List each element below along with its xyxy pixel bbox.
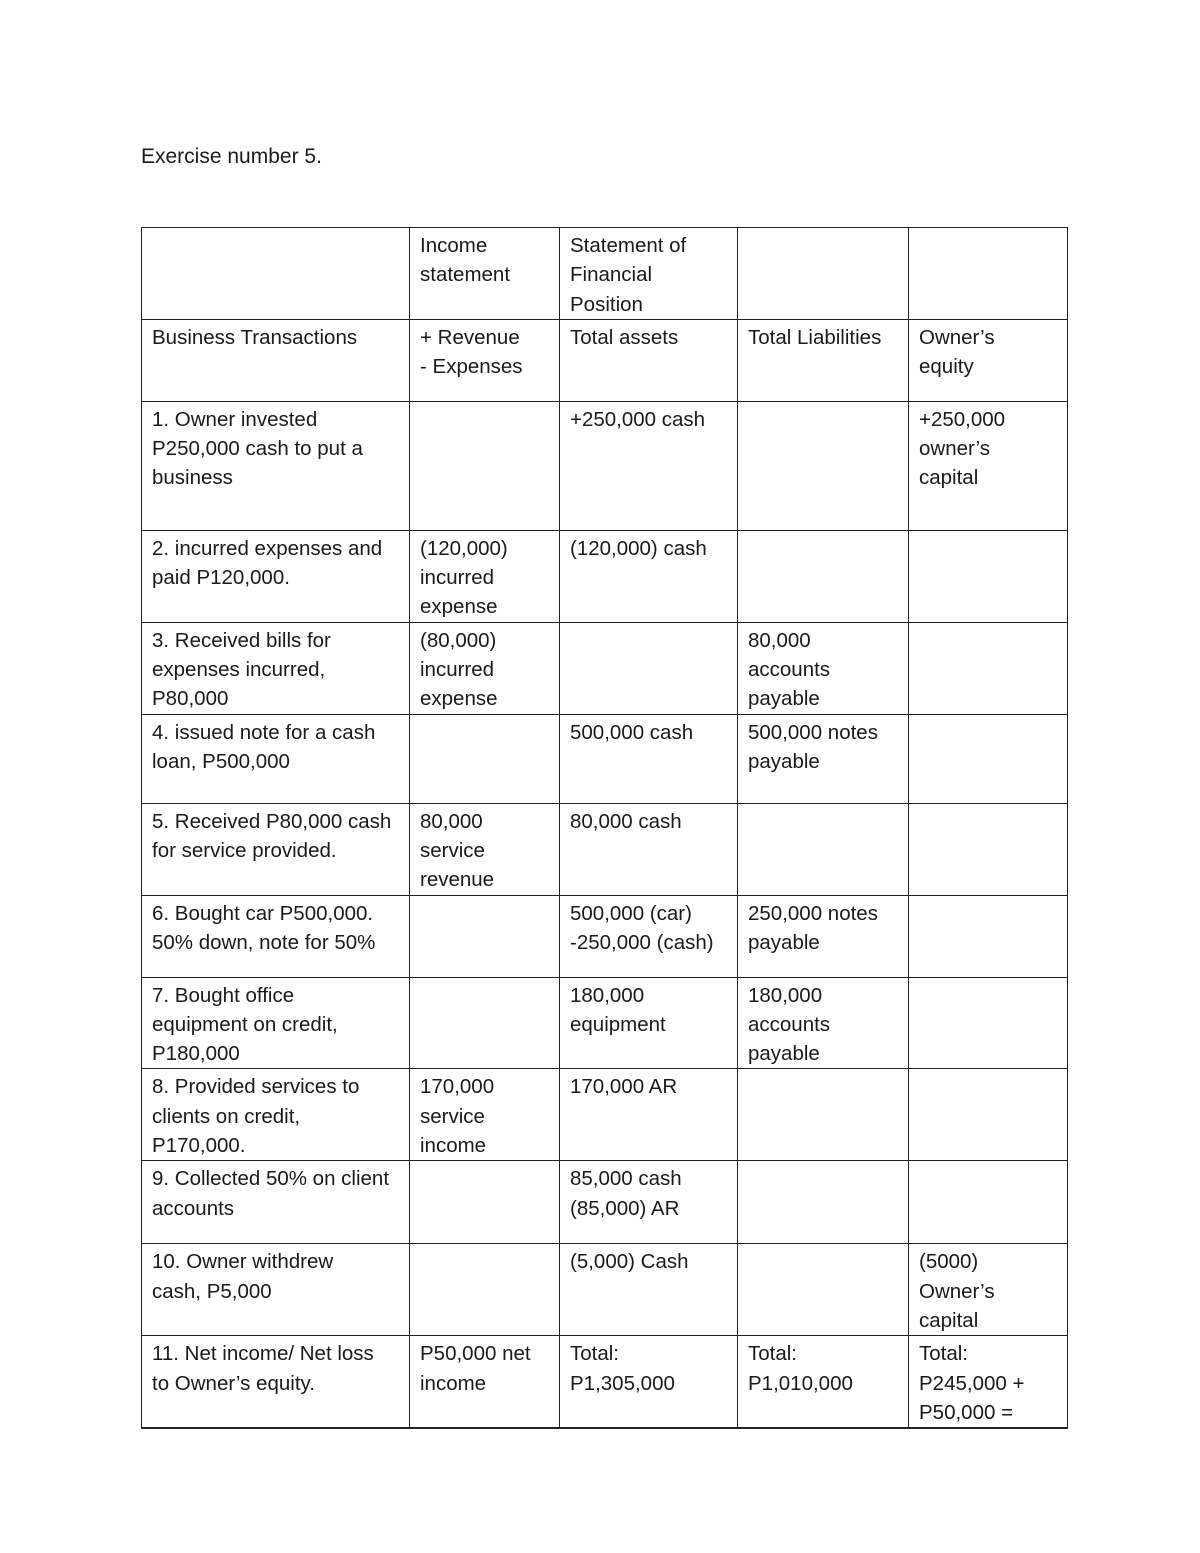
- income-cell: 170,000 service income: [410, 1069, 560, 1161]
- income-cell: 80,000 service revenue: [410, 803, 560, 895]
- liabilities-cell: 500,000 notes payable: [738, 714, 909, 803]
- header-total-assets: Total assets: [560, 319, 738, 401]
- income-cell: [410, 1244, 560, 1336]
- assets-cell: 80,000 cash: [560, 803, 738, 895]
- equity-cell: [909, 622, 1068, 714]
- liabilities-cell: 180,000 accounts payable: [738, 977, 909, 1069]
- header-cell: [738, 228, 909, 320]
- table-row: [142, 895, 1068, 977]
- income-cell: [410, 1161, 560, 1244]
- assets-cell: +250,000 cash: [560, 401, 738, 530]
- transaction-cell: 6. Bought car P500,000. 50% down, note for 50%: [142, 895, 410, 977]
- equity-cell: [909, 977, 1068, 1069]
- income-cell: [410, 895, 560, 977]
- header-total-liabilities: Total Liabilities: [738, 319, 909, 401]
- equity-cell: [909, 895, 1068, 977]
- header-business-transactions: Business Transactions: [142, 319, 410, 401]
- assets-total-cell: Total: P1,305,000: [560, 1336, 738, 1428]
- liabilities-total-cell: Total: P1,010,000: [738, 1336, 909, 1428]
- table-row-totals: [142, 1336, 1068, 1428]
- transaction-cell: 5. Received P80,000 cash for service provided.: [142, 803, 410, 895]
- transaction-cell: 1. Owner invested P250,000 cash to put a business: [142, 401, 410, 530]
- assets-cell: [560, 622, 738, 714]
- income-cell: [410, 977, 560, 1069]
- liabilities-cell: [738, 803, 909, 895]
- assets-cell: 180,000 equipment: [560, 977, 738, 1069]
- equity-cell: [909, 1161, 1068, 1244]
- income-cell: (80,000) incurred expense: [410, 622, 560, 714]
- table-row: [142, 1244, 1068, 1336]
- equity-cell: [909, 714, 1068, 803]
- equity-cell: [909, 530, 1068, 622]
- header-cell: [142, 228, 410, 320]
- transaction-cell: 8. Provided services to clients on credit, P170,000.: [142, 1069, 410, 1161]
- transactions-table: [141, 227, 1068, 1429]
- income-cell: [410, 401, 560, 530]
- equity-cell: +250,000 owner’s capital: [909, 401, 1068, 530]
- table-row: [142, 401, 1068, 530]
- document-title: Exercise number 5.: [141, 145, 322, 168]
- table-row: [142, 803, 1068, 895]
- table-row: [142, 622, 1068, 714]
- liabilities-cell: [738, 1244, 909, 1336]
- assets-cell: 170,000 AR: [560, 1069, 738, 1161]
- liabilities-cell: [738, 1069, 909, 1161]
- equity-cell: (5000) Owner’s capital: [909, 1244, 1068, 1336]
- transaction-cell: 10. Owner withdrew cash, P5,000: [142, 1244, 410, 1336]
- table-row: [142, 1161, 1068, 1244]
- transaction-cell: 3. Received bills for expenses incurred, P80,000: [142, 622, 410, 714]
- equity-cell: [909, 803, 1068, 895]
- header-financial-position: Statement of Financial Position: [560, 228, 738, 320]
- equity-total-cell: Total: P245,000 + P50,000 =: [909, 1336, 1068, 1428]
- transaction-cell: 2. incurred expenses and paid P120,000.: [142, 530, 410, 622]
- header-revenue-expenses: + Revenue - Expenses: [410, 319, 560, 401]
- liabilities-cell: 80,000 accounts payable: [738, 622, 909, 714]
- assets-cell: (5,000) Cash: [560, 1244, 738, 1336]
- transaction-cell: 9. Collected 50% on client accounts: [142, 1161, 410, 1244]
- assets-cell: 85,000 cash (85,000) AR: [560, 1161, 738, 1244]
- transaction-cell: 4. issued note for a cash loan, P500,000: [142, 714, 410, 803]
- table-row: [142, 530, 1068, 622]
- liabilities-cell: [738, 530, 909, 622]
- liabilities-cell: [738, 401, 909, 530]
- header-owners-equity: Owner’s equity: [909, 319, 1068, 401]
- liabilities-cell: [738, 1161, 909, 1244]
- transaction-cell: 11. Net income/ Net loss to Owner’s equity.: [142, 1336, 410, 1428]
- assets-cell: (120,000) cash: [560, 530, 738, 622]
- assets-cell: 500,000 cash: [560, 714, 738, 803]
- table-row: [142, 977, 1068, 1069]
- income-cell: [410, 714, 560, 803]
- header-row-statements: [142, 228, 1068, 320]
- equity-cell: [909, 1069, 1068, 1161]
- header-cell: [909, 228, 1068, 320]
- assets-cell: 500,000 (car) -250,000 (cash): [560, 895, 738, 977]
- header-row-columns: [142, 319, 1068, 401]
- liabilities-cell: 250,000 notes payable: [738, 895, 909, 977]
- income-cell: P50,000 net income: [410, 1336, 560, 1428]
- table-row: [142, 714, 1068, 803]
- transaction-cell: 7. Bought office equipment on credit, P180,000: [142, 977, 410, 1069]
- table-row: [142, 1069, 1068, 1161]
- income-cell: (120,000) incurred expense: [410, 530, 560, 622]
- header-income-statement: Income statement: [410, 228, 560, 320]
